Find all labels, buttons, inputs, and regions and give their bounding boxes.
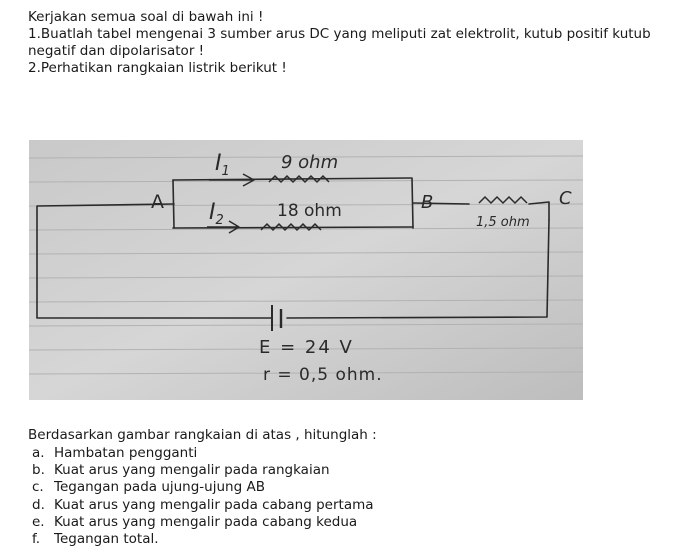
list-item-text: Kuat arus yang mengalir pada rangkaian [54, 462, 330, 479]
list-item-text: Kuat arus yang mengalir pada cabang kedua [54, 513, 358, 530]
i1-label: $I_1$ [215, 151, 230, 179]
list-marker: b. [32, 462, 45, 479]
list-item [28, 531, 668, 548]
circuit-diagram [29, 140, 583, 400]
node-a-label: A [151, 191, 164, 213]
questions-section [28, 427, 668, 548]
list-item-text: Tegangan pada ujung-ujung AB [54, 479, 265, 496]
instruction-heading: Kerjakan semua soal di bawah ini ! [28, 9, 264, 25]
list-marker: c. [32, 479, 44, 496]
list-item [28, 497, 668, 514]
circuit-photo [29, 140, 583, 400]
r3-label: 1,5 ohm [476, 215, 530, 230]
questions-lead: Berdasarkan gambar rangkaian di atas , hitunglah : [28, 427, 377, 443]
internal-resistance-label: r = 0,5 ohm. [263, 365, 383, 385]
list-marker: f. [32, 531, 41, 548]
node-c-label: C [559, 188, 572, 209]
list-item [28, 445, 668, 462]
r1-label: 9 ohm [281, 152, 339, 173]
emf-label: E = 24 V [259, 337, 354, 358]
list-item [28, 479, 668, 496]
list-item [28, 462, 668, 479]
r2-label: 18 ohm [277, 201, 342, 221]
question-1: 1.Buatlah tabel mengenai 3 sumber arus DC yang meliputi zat elektrolit, kutub positif kutub negatif dan dipolarisator ! [28, 26, 651, 59]
list-item [28, 514, 668, 531]
i2-label: $I_2$ [209, 200, 224, 228]
list-item-text: Kuat arus yang mengalir pada cabang pertama [54, 496, 374, 513]
list-marker: e. [32, 513, 45, 530]
list-item-text: Hambatan pengganti [54, 445, 198, 461]
list-item-text: Tegangan total. [54, 531, 159, 548]
question-list [28, 445, 668, 548]
node-b-label: B [421, 192, 434, 213]
question-2: 2.Perhatikan rangkaian listrik berikut ! [28, 60, 287, 76]
list-marker: d. [32, 496, 45, 513]
instructions [28, 9, 668, 77]
list-marker: a. [32, 445, 45, 461]
